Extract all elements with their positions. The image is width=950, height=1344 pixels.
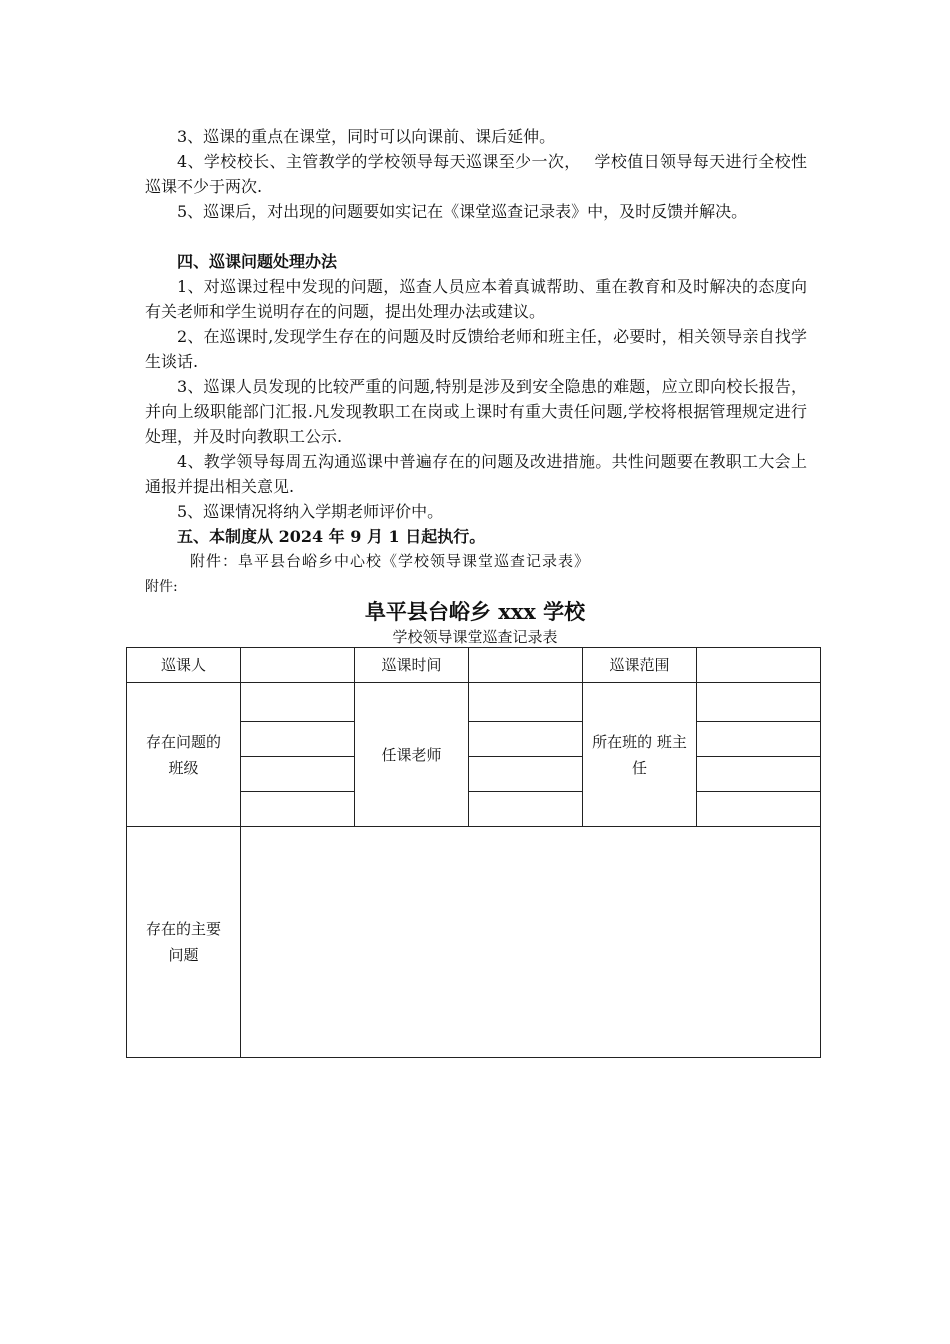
teacher-value-cell[interactable]	[469, 757, 583, 792]
problems-label-cell	[127, 827, 241, 1058]
inspector-label-cell: 巡课人	[127, 648, 241, 683]
section-heading-4: 四、巡课问题处理办法	[177, 252, 338, 271]
head-teacher-label-cell	[583, 683, 697, 827]
handling-item-5: 5、巡课情况将纳入学期老师评价中。	[177, 502, 444, 521]
scope-label-cell: 巡课范围	[583, 648, 697, 683]
head-teacher-value-cell[interactable]	[697, 757, 821, 792]
form-title: 阜平县台峪乡 xxx 学校	[364, 599, 586, 624]
rule-item-3: 3、巡课的重点在课堂，同时可以向课前、课后延伸。	[177, 127, 556, 146]
rule-item-5: 5、巡课后，对出现的问题要如实记在《课堂巡查记录表》中，及时反馈并解决。	[177, 202, 748, 221]
head-teacher-value-cell[interactable]	[697, 722, 821, 757]
attachment-note: 附件：阜平县台峪乡中心校《学校领导课堂巡查记录表》	[190, 552, 591, 570]
class-value-cell[interactable]	[241, 792, 355, 827]
handling-item-4: 4、教学领导每周五沟通巡课中普遍存在的问题及改进措施。共性问题要在教职工大会上通报并提出相关意见.	[145, 452, 807, 496]
attachment-label: 附件:	[145, 579, 178, 595]
teacher-value-cell[interactable]	[469, 683, 583, 722]
handling-item-1: 1、对巡课过程中发现的问题，巡查人员应本着真诚帮助、重在教育和及时解决的态度向有关老师和学生说明存在的问题，提出处理办法或建议。	[145, 277, 807, 321]
scope-value-cell[interactable]	[697, 648, 821, 683]
rule-item-4: 4、学校校长、主管教学的学校领导每天巡课至少一次， 学校值日领导每天进行全校性巡课不少于两次.	[145, 152, 807, 196]
head-teacher-value-cell[interactable]	[697, 683, 821, 722]
handling-item-2: 2、在巡课时,发现学生存在的问题及时反馈给老师和班主任，必要时，相关领导亲自找学生谈话.	[145, 327, 807, 371]
class-value-cell[interactable]	[241, 757, 355, 792]
section-heading-5: 五、本制度从 2024 年 9 月 1 日起执行。	[177, 527, 486, 546]
head-teacher-label-text: 所在班的 班主任	[592, 732, 687, 777]
teacher-value-cell[interactable]	[469, 722, 583, 757]
teacher-value-cell[interactable]	[469, 792, 583, 827]
inspector-value-cell[interactable]	[241, 648, 355, 683]
time-label-cell: 巡课时间	[355, 648, 469, 683]
class-label-cell	[127, 683, 241, 827]
class-value-cell[interactable]	[241, 683, 355, 722]
class-value-cell[interactable]	[241, 722, 355, 757]
head-teacher-value-cell[interactable]	[697, 792, 821, 827]
problems-label-text: 存在的主要问题	[145, 920, 221, 964]
form-subtitle: 学校领导课堂巡查记录表	[392, 628, 558, 646]
inspection-record-table	[126, 647, 821, 1058]
time-value-cell[interactable]	[469, 648, 583, 683]
handling-item-3: 3、巡课人员发现的比较严重的问题,特别是涉及到安全隐患的难题，应立即向校长报告，并向上级职能部门汇报.凡发现教职工在岗或上课时有重大责任问题,学校将根据管理规定进行处理，并及时向教职工公示.	[145, 377, 807, 446]
class-label-text: 存在问题的班级	[145, 732, 221, 777]
teacher-label-cell: 任课老师	[355, 683, 469, 827]
problems-value-cell[interactable]	[241, 827, 821, 1058]
